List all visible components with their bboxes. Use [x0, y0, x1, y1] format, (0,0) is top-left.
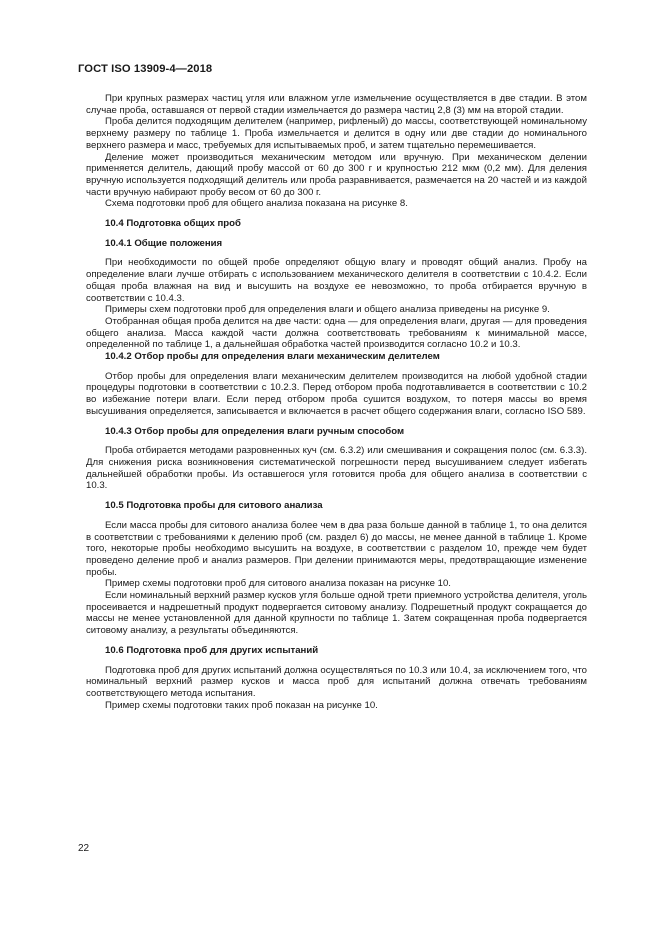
subsection-heading-10-4-3: 10.4.3 Отбор пробы для определения влаги ручным способом [105, 425, 405, 437]
paragraph: Проба отбирается методами разровненных куч (см. 6.3.2) или смешивания и сокращения полос (см. 6.3.3). Для снижения риска возникновения систематической погрешности перед высушиванием следует избегать дальнейшей обработки пробы. Из оставшегося угля готовится проба для общего анализа в соответствии с 10.3. [86, 445, 587, 492]
document-header: ГОСТ ISO 13909-4—2018 [78, 63, 213, 75]
paragraph: Отбор пробы для определения влаги механическим делителем производится на любой удобной стадии процедуры подготовки в соответствии с 10.2.3. Перед отбором проба подготавливается в соответствии с 10.2 во избежание потери влаги. Если перед отбором проба сушится воздухом, то потеря массы во время высушивания определяется, записывается и включается в расчет общего содержания влаги, согласно ISO 589. [86, 370, 587, 417]
page-number: 22 [78, 843, 90, 854]
paragraph: Отобранная общая проба делится на две части: одна — для определения влаги, другая — для проведения общего анализа. Масса каждой части должна соответствовать требованиям к минимальной массе, определенной по таблице 1, а дальнейшая обработка частей производится согласно 10.2 и 10.3. [86, 315, 587, 351]
paragraph: Если масса пробы для ситового анализа более чем в два раза больше данной в таблице 1, то она делится в соответствии с требованиями к делению проб (см. раздел 6) до массы, не менее данной в таблице 1. Кроме того, некоторые пробы необходимо высушить на воздухе, в соответствии с разделом 10, прежде чем будет проведено деление проб и анализ размеров. При делении принимаются меры, предотвращающие изменение пробы. [86, 519, 587, 578]
paragraph: Проба делится подходящим делителем (например, рифленый) до массы, соответствующей номинальному верхнему размеру по таблице 1. Проба измельчается и делится в одну или две стадии до номинального верхнего размера и масс, требуемых для испытываемых проб, и затем тщательно перемешивается. [86, 116, 587, 151]
document-body [86, 93, 587, 711]
paragraph: Деление может производиться механическим методом или вручную. При механическом делении применяется делитель, дающий пробу массой от 60 до 300 г и крупностью 212 мкм (0,2 мм). Для деления вручную используется подходящий делитель или проба разравнивается, размечается на 20 частей и из каждой части вручную набирают пробу весом от 60 до 300 г. [86, 151, 587, 198]
subsection-heading-10-4-2: 10.4.2 Отбор пробы для определения влаги механическим делителем [105, 351, 440, 363]
paragraph: Подготовка проб для других испытаний должна осуществляться по 10.3 или 10.4, за исключением того, что номинальный верхний размер кусков и масса проб для испытаний должна отвечать требованиям соответствующего метода испытания. [86, 664, 587, 699]
paragraph: Если номинальный верхний размер кусков угля больше одной трети приемного устройства делителя, уголь просеивается и надрешетный продукт подвергается ситовому анализу. Подрешетный продукт сокращается до массы не менее установленной для данной крупности по таблице 1. Затем сокращенная проба подвергается ситовому анализу, а результаты объединяются. [86, 590, 587, 637]
section-heading-10-4: 10.4 Подготовка общих проб [105, 218, 241, 230]
section-heading-10-5: 10.5 Подготовка пробы для ситового анализа [105, 500, 323, 512]
paragraph: При необходимости по общей пробе определяют общую влагу и проводят общий анализ. Пробу на определение влаги лучше отбирать с использованием механического делителя в соответствии с 10.4.2. Если общая проба влажная на вид и высушить на воздухе ее невозможно, то проба отбирается вручную в соответствии с 10.4.3. [86, 257, 587, 304]
paragraph: Примеры схем подготовки проб для определения влаги и общего анализа приведены на рисунке 9. [105, 304, 550, 316]
paragraph: Пример схемы подготовки таких проб показан на рисунке 10. [105, 699, 378, 711]
subsection-heading-10-4-1: 10.4.1 Общие положения [105, 237, 223, 249]
paragraph: Пример схемы подготовки проб для ситового анализа показан на рисунке 10. [105, 578, 451, 590]
paragraph: При крупных размерах частиц угля или влажном угле измельчение осуществляется в две стадии. В этом случае проба, оставшаяся от первой стадии измельчается до размера частиц 2,8 (3) мм на второй стадии. [86, 93, 587, 116]
paragraph: Схема подготовки проб для общего анализа показана на рисунке 8. [105, 198, 408, 210]
section-heading-10-6: 10.6 Подготовка проб для других испытаний [105, 644, 319, 656]
